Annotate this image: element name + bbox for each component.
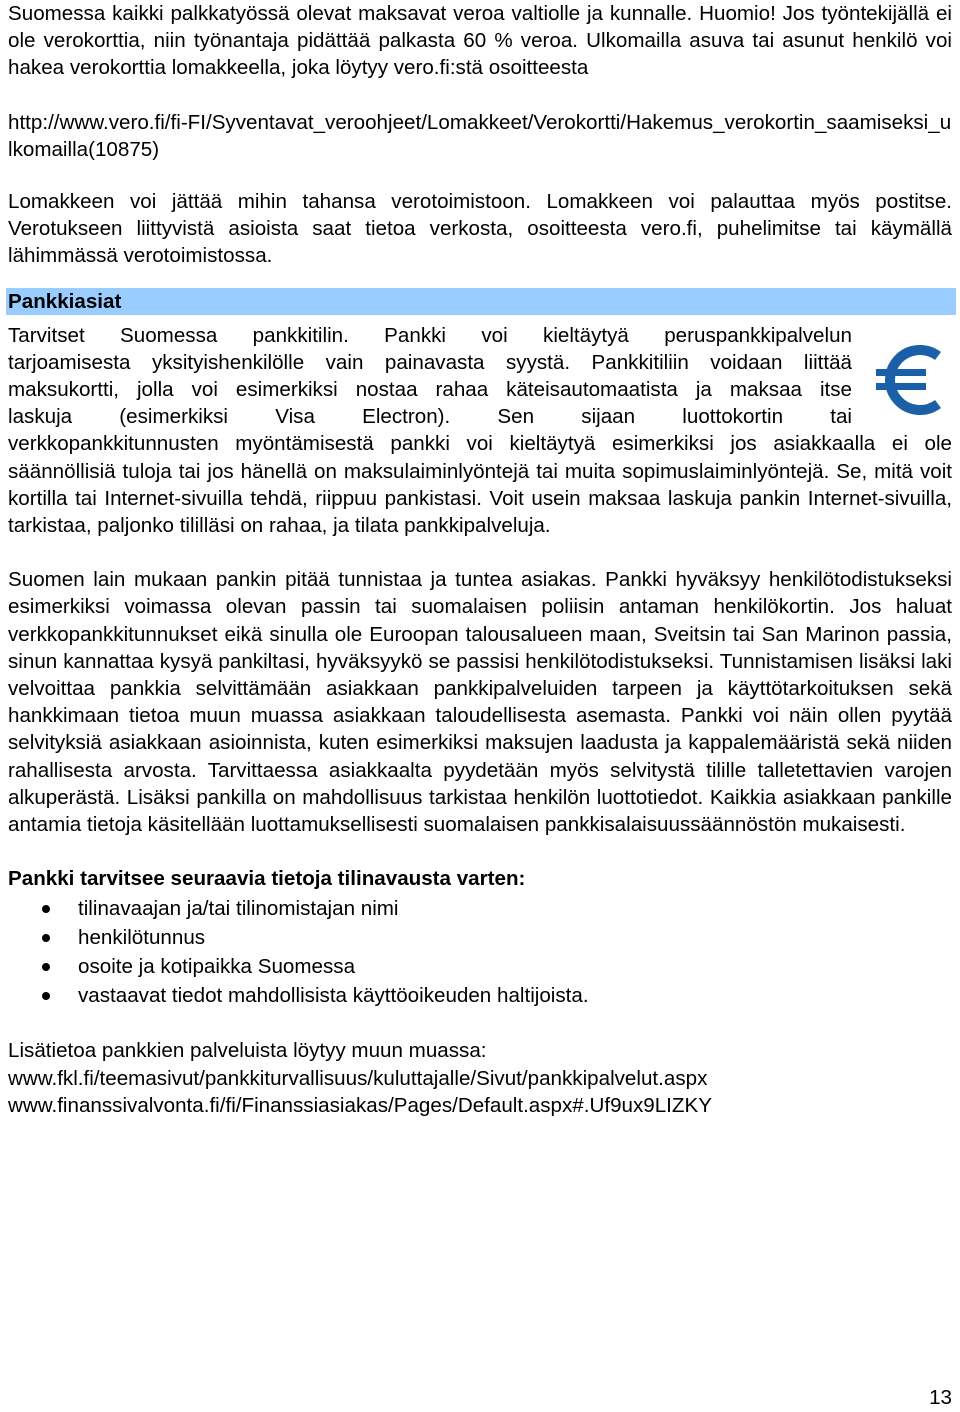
- requirements-list: [8, 894, 952, 1010]
- list-item: [8, 952, 952, 981]
- intro-paragraph: Suomessa kaikki palkkatyössä olevat maksavat veroa valtiolle ja kunnalle. Huomio! Jos työntekijällä ei ole verokorttia, niin työnantaja pidättää palkasta 60 % veroa. Ulkomailla asuva tai asunut henkilö voi hakea verokorttia lomakkeella, joka löytyy vero.fi:stä osoitteesta: [8, 2, 952, 80]
- bullet-icon: [42, 934, 50, 942]
- requirements-heading: Pankki tarvitsee seuraavia tietoja tilinavausta varten:: [8, 867, 526, 891]
- list-item-text: vastaavat tiedot mahdollisista käyttöoikeuden haltijoista.: [78, 984, 589, 1008]
- document-page: [8, 0, 952, 1119]
- list-item-text: henkilötunnus: [78, 926, 206, 950]
- finanssivalvonta-link[interactable]: www.finanssivalvonta.fi/fi/Finanssiasiakas/Pages/Default.aspx#.Uf9ux9LIZKY: [8, 1093, 712, 1117]
- list-item-text: osoite ja kotipaikka Suomessa: [78, 955, 356, 979]
- fkl-link[interactable]: www.fkl.fi/teemasivut/pankkiturvallisuus/kuluttajalle/Sivut/pankkipalvelut.aspx: [8, 1066, 708, 1090]
- form-submission-paragraph: Lomakkeen voi jättää mihin tahansa verotoimistoon. Lomakkeen voi palauttaa myös postitse. Verotukseen liittyvistä asioista saat tietoa verkosta, osoitteesta vero.fi, puhelimitse tai käymällä lähimmässä verotoimistossa.: [8, 190, 952, 268]
- bullet-icon: [42, 992, 50, 1000]
- more-info-paragraph: [8, 1037, 952, 1119]
- bullet-icon: [42, 905, 50, 913]
- bank-p1-line-3: maksukortti, jolla voi esimerkiksi nostaa rahaa käteisautomaatista ja maksaa itse: [8, 378, 852, 402]
- bank-p1-line-2: tarjoamisesta yksityishenkilölle vain painavasta syystä. Pankkitiliin voidaan liittää: [8, 350, 852, 374]
- page-number: 13: [929, 1386, 952, 1409]
- bank-account-paragraph: [8, 322, 952, 431]
- bank-account-paragraph-continued: verkkopankkitunnusten myöntämisestä pankki voi kieltäytyä esimerkiksi jos asiakkaalla ei ole säännöllisiä tuloja tai jos hänellä on maksulaiminlyöntejä tai muita sopimuslaiminlyöntejä. Se, mitä voit kortilla tai Internet-sivuilla tehdä, riippuu pankistasi. Voit usein maksaa laskuja pankin Internet-sivuilla, tarkistaa, paljonko tililläsi on rahaa, ja tilata pankkipalveluja.: [8, 432, 952, 538]
- bank-p1-line-4: laskuja (esimerkiksi Visa Electron). Sen sijaan luottokortin tai: [8, 405, 852, 429]
- list-item-text: tilinavaajan ja/tai tilinomistajan nimi: [78, 897, 399, 921]
- banking-section: [8, 322, 952, 839]
- list-item: [8, 894, 952, 923]
- more-info-text: Lisätietoa pankkien palveluista löytyy muun muassa:: [8, 1039, 487, 1063]
- section-heading-pankkiasiat: Pankkiasiat: [6, 288, 956, 315]
- identification-paragraph: Suomen lain mukaan pankin pitää tunnistaa ja tuntea asiakas. Pankki hyväksyy henkilötodistukseksi esimerkiksi voimassa olevan passin tai suomalaisen poliisin antaman henkilökortin. Jos haluat verkkopankkitunnukset eikä sinulla ole Euroopan talousalueen maan, Sveitsin tai San Marinon passia, sinun kannattaa kysyä pankiltasi, hyväksyykö se passisi henkilötodistukseksi. Tunnistamisen lisäksi laki velvoittaa pankkia selvittämään asiakkaan pankkipalveluiden tarpeen ja käyttötarkoituksen sekä hankkimaan tietoa muun muassa asiakkaan taloudellisesta asemasta. Pankki voi näin ollen pyytää selvityksiä asiakkaan asioinnista, kuten esimerkiksi maksujen laadusta ja kappalemääristä sekä niiden rahallisesta arvosta. Tarvittaessa asiakkaalta pyydetään myös selvitystä tilille talletettavien varojen alkuperästä. Lisäksi pankilla on mahdollisuus tarkistaa henkilön luottotiedot. Kaikkia asiakkaan pankille antamia tietoja käsitellään luottamuksellisesti suomalaisen pankkisalaisuussäännöstön mukaisesti.: [8, 568, 952, 837]
- list-item: [8, 923, 952, 952]
- bank-p1-line-1: Tarvitset Suomessa pankkitilin. Pankki voi kieltäytyä peruspankkipalvelun: [8, 323, 852, 347]
- euro-icon: [876, 342, 952, 418]
- tax-card-form-link[interactable]: http://www.vero.fi/fi-FI/Syventavat_veroohjeet/Lomakkeet/Verokortti/Hakemus_verokortin_saamiseksi_ulkomailla(10875): [8, 110, 952, 161]
- bullet-icon: [42, 963, 50, 971]
- list-item: [8, 981, 952, 1010]
